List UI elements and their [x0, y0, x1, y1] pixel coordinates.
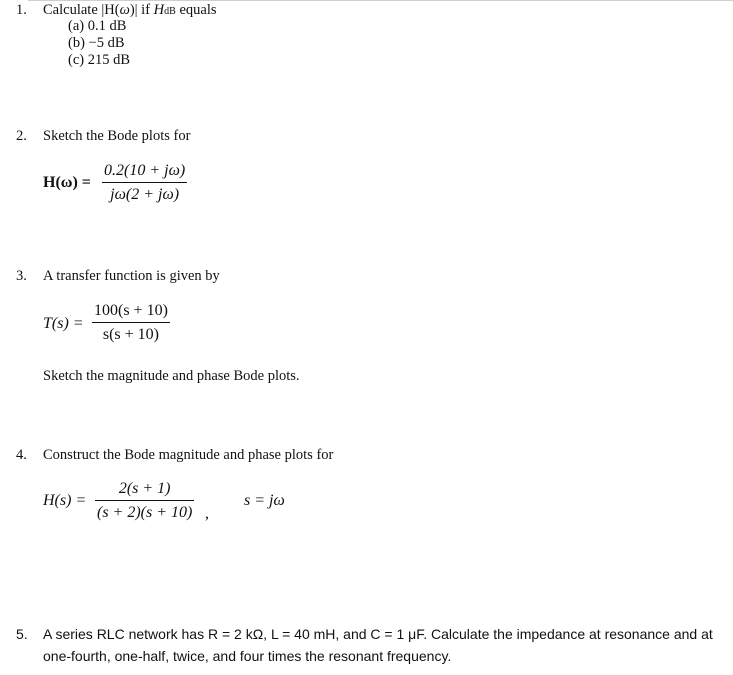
- fraction: [102, 162, 187, 204]
- comma: ,: [205, 505, 209, 522]
- prompt-text: )| if: [129, 2, 154, 18]
- followup-text: Sketch the magnitude and phase Bode plots.: [43, 368, 300, 384]
- denominator: (s + 2)(s + 10): [95, 500, 194, 522]
- prompt-text: equals: [175, 2, 217, 18]
- part-a: (a) 0.1 dB: [68, 18, 127, 34]
- fraction: [92, 302, 170, 344]
- denominator: jω(2 + jω): [102, 182, 187, 204]
- part-c: (c) 215 dB: [68, 52, 131, 68]
- prompt-text: Calculate |H(: [43, 2, 120, 18]
- h-symbol: H: [153, 2, 165, 18]
- db-subscript: dB: [164, 6, 176, 17]
- problem-prompt: Sketch the Bode plots for: [43, 128, 191, 144]
- problem-number: 5.: [16, 626, 28, 642]
- problem-prompt: [43, 2, 217, 19]
- fraction: [95, 480, 194, 522]
- equation-lhs: T(s) =: [43, 315, 84, 332]
- problem-number: 2.: [16, 128, 27, 144]
- condition: s = jω: [244, 492, 285, 509]
- problem-prompt: A transfer function is given by: [43, 268, 220, 284]
- problem-number: 4.: [16, 447, 27, 463]
- problem-prompt: Construct the Bode magnitude and phase plots for: [43, 447, 334, 463]
- part-b: (b) −5 dB: [68, 35, 125, 51]
- numerator: 100(s + 10): [94, 302, 168, 319]
- equation-lhs: H(s) =: [43, 492, 87, 509]
- problem-number: 3.: [16, 268, 27, 284]
- problem-number: 1.: [16, 2, 27, 18]
- problem-text-line-2: one-fourth, one-half, twice, and four times the resonant frequency.: [43, 648, 452, 664]
- problem-text-line-1: A series RLC network has R = 2 kΩ, L = 40 mH, and C = 1 μF. Calculate the impedance at resonance and at: [43, 626, 713, 642]
- numerator: 2(s + 1): [118, 480, 171, 497]
- top-rule: [28, 0, 733, 1]
- denominator: s(s + 10): [92, 322, 170, 344]
- omega-symbol: ω: [119, 2, 130, 18]
- numerator: 0.2(10 + jω): [104, 162, 186, 179]
- equation-lhs: H(ω) =: [43, 174, 91, 191]
